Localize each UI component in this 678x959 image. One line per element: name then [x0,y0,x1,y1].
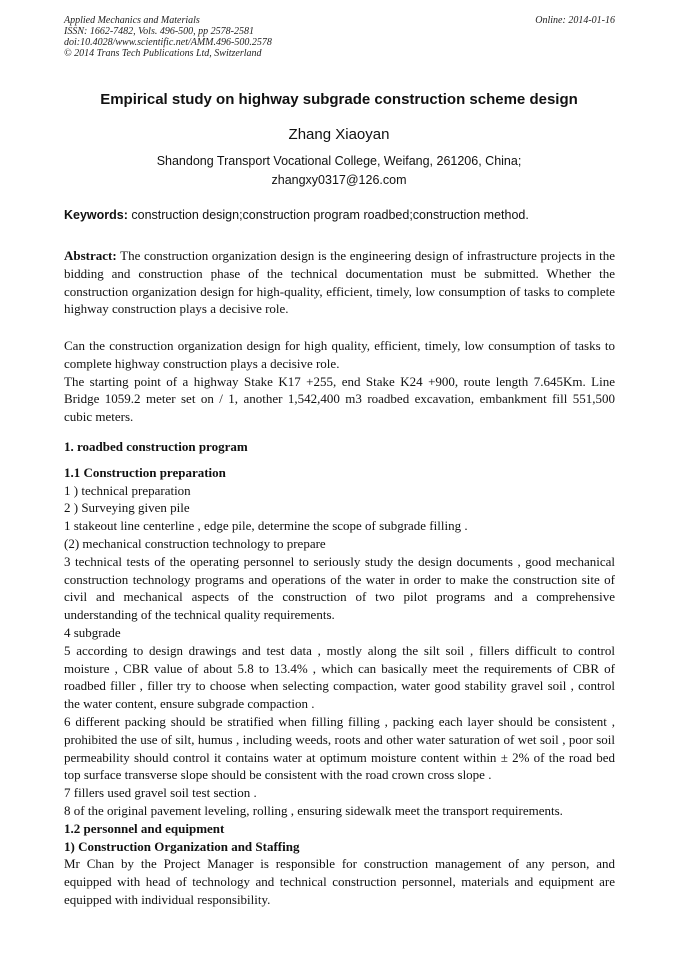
intro-paragraph-1: Can the construction organization design for high quality, efficient, timely, low consumption of tasks to complete highway construction plays a decisive role. [64,338,615,371]
body-line: 6 different packing should be stratified when filling filling , packing each layer should be consistent , prohibited the use of silt, humus , including weeds, roots and other water saturation of wet soil , poor soil permeability should control it contains water at optimum moisture content within ± 2% of the road bed top surface transverse slope should be consistent with the road crown cross slope . [64,713,615,783]
keywords [64,208,615,222]
copyright-line: © 2014 Trans Tech Publications Ltd, Switzerland [64,48,262,59]
body-line: Mr Chan by the Project Manager is responsible for construction management of any person, and equipped with head of technology and technical construction personnel, materials and equipment are equipped with individual responsibility. [64,856,615,907]
subsection-heading-1-2: 1.2 personnel and equipment [64,820,225,836]
abstract-text: The construction organization design is the engineering design of infrastructure projects in the bidding and construction phase of the technical documentation must be submitted. Whether the construction organization design for high-quality, efficient, timely, low consumption of tasks to complete highway construction plays a decisive role. [64,248,615,317]
affiliation-block [0,152,678,190]
email: zhangxy0317@126.com [271,173,407,187]
body-line: 3 technical tests of the operating personnel to seriously study the design documents , good mechanical construction technology programs and operations of the water in order to make the construction site of civil and mechanical aspects of the construction of two pilot programs and a comprehensive understanding of the technical quality requirements. [64,553,615,623]
body-line: 5 according to design drawings and test data , mostly along the silt soil , fillers difficult to control moisture , CBR value of about 5.8 to 13.4% , which can basically meet the requirements of CBR of roadbed filler , filler try to choose when selecting compaction, water good stability gravel soil , control the water content, ensure subgrade compaction . [64,642,615,712]
body-line: (2) mechanical construction technology to prepare [64,535,326,551]
abstract-label: Abstract: [64,248,117,263]
subsection-heading-1-1: 1.1 Construction preparation [64,464,226,480]
subsection-heading-staffing: 1) Construction Organization and Staffing [64,838,300,854]
keywords-text: construction design;construction program roadbed;construction method. [127,208,529,222]
section-heading: 1. roadbed construction program [64,439,248,454]
keywords-label: Keywords: [64,208,128,222]
online-date: Online: 2014-01-16 [535,15,615,26]
issn-line: ISSN: 1662-7482, Vols. 496-500, pp 2578-2581 [64,26,254,37]
journal-name: Applied Mechanics and Materials [64,15,200,26]
body-line: 8 of the original pavement leveling, rolling , ensuring sidewalk meet the transport requirements. [64,802,563,818]
doi-line: doi:10.4028/www.scientific.net/AMM.496-500.2578 [64,37,272,48]
header-citation [64,15,272,59]
abstract [64,247,615,318]
author-name: Zhang Xiaoyan [288,126,390,143]
page-header [64,15,615,59]
body-line: 7 fillers used gravel soil test section . [64,785,257,801]
body-line: 1 ) technical preparation [64,482,191,498]
body-line: 2 ) Surveying given pile [64,500,190,516]
intro-block [64,337,615,426]
section-1 [64,438,615,909]
intro-paragraph-2: The starting point of a highway Stake K17 +255, end Stake K24 +900, route length 7.645Km. Line Bridge 1059.2 meter set on / 1, another 1,542,400 m3 roadbed excavation, embankment fill 551,500 cubic meters. [64,373,615,425]
paper-title: Empirical study on highway subgrade construction scheme design [100,91,578,108]
affiliation: Shandong Transport Vocational College, Weifang, 261206, China; [156,154,522,168]
body-line: 4 subgrade [64,624,121,640]
body-line: 1 stakeout line centerline , edge pile, determine the scope of subgrade filling . [64,518,468,534]
